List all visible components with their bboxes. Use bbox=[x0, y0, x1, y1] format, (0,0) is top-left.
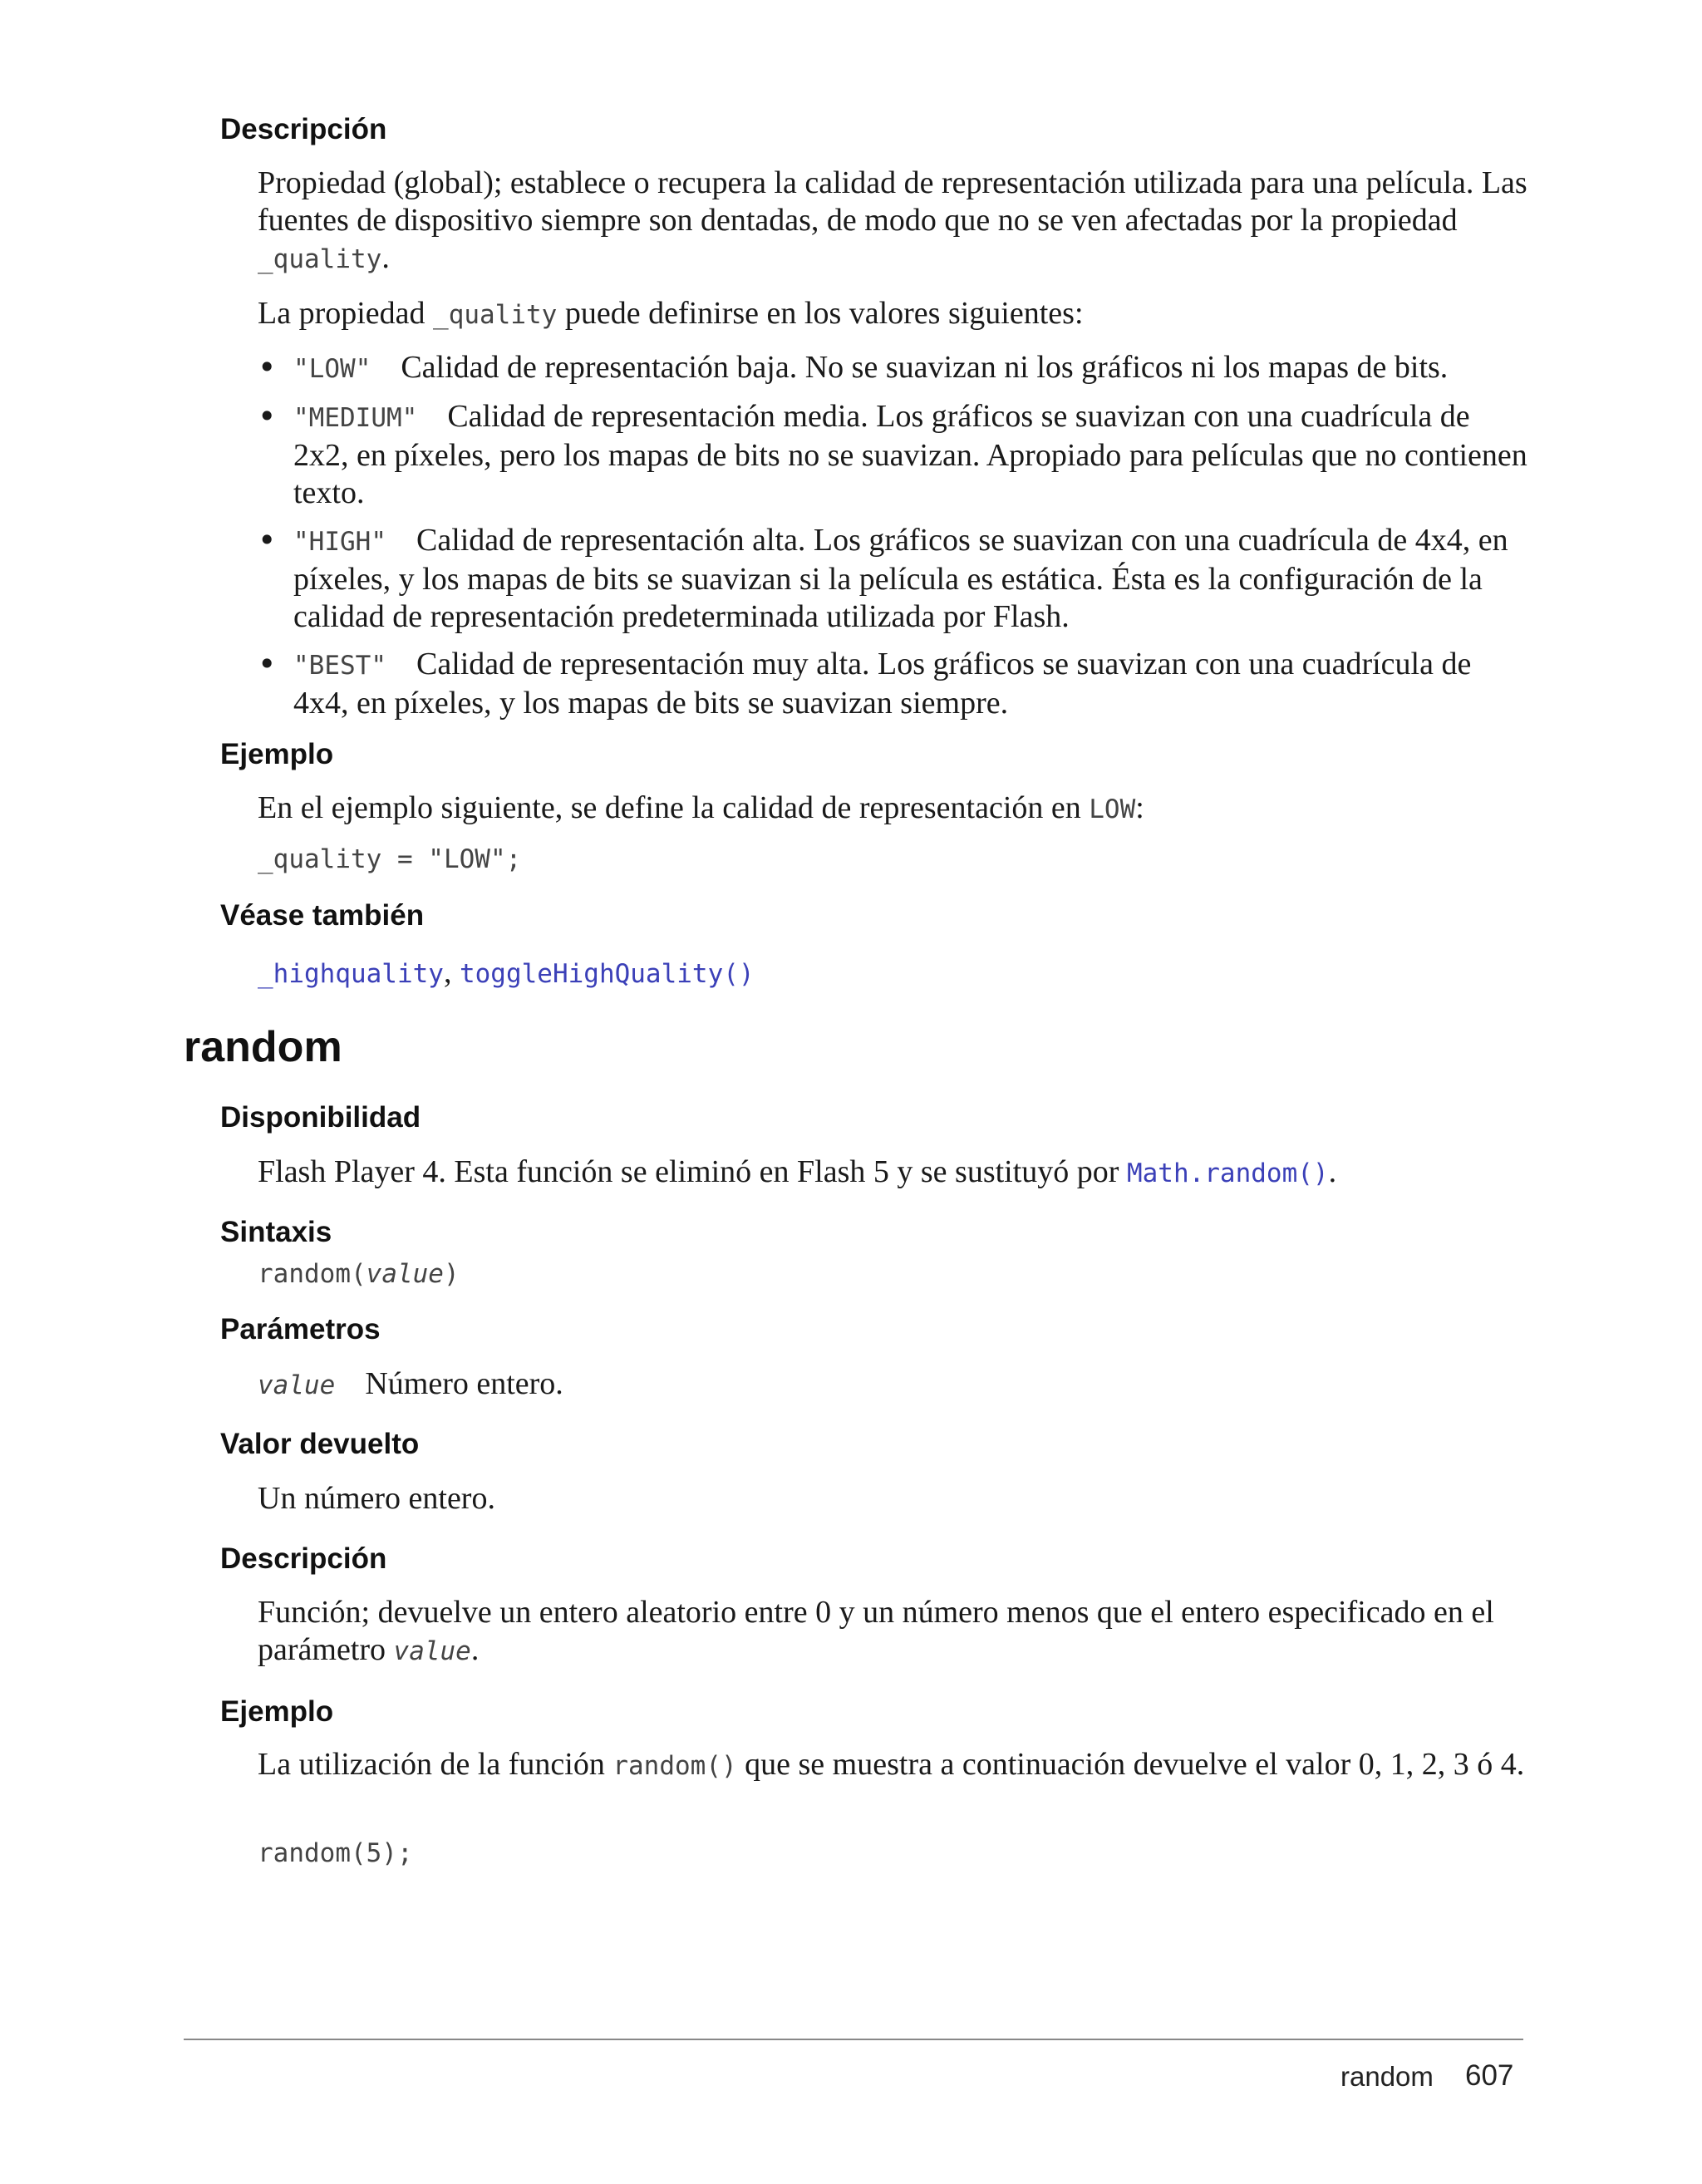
random-example-paragraph: La utilización de la función random() que se muestra a continuación devuelve el valor 0, 1, 2, 3 ó 4. bbox=[258, 1747, 1525, 1782]
random-example-heading: Ejemplo bbox=[220, 1695, 334, 1728]
quality-values-list bbox=[258, 349, 1529, 732]
footer-section-label: random bbox=[1340, 2061, 1434, 2092]
quality-example-code: _quality = "LOW"; bbox=[258, 844, 522, 874]
see-also-links: _highquality, toggleHighQuality() bbox=[258, 955, 755, 990]
value-text: Calidad de representación baja. No se suavizan ni los gráficos ni los mapas de bits. bbox=[401, 350, 1449, 385]
random-syntax-code: random(value) bbox=[258, 1259, 460, 1289]
link-math-random[interactable]: Math.random() bbox=[1126, 1158, 1329, 1188]
random-availability-heading: Disponibilidad bbox=[220, 1101, 421, 1134]
quality-description-paragraph-2: La propiedad _quality puede definirse en los valores siguientes: bbox=[258, 296, 1084, 331]
random-returns-heading: Valor devuelto bbox=[220, 1428, 420, 1460]
quality-example-paragraph: En el ejemplo siguiente, se define la calidad de representación en LOW: bbox=[258, 790, 1144, 825]
random-syntax-heading: Sintaxis bbox=[220, 1216, 332, 1248]
inline-code: _quality bbox=[258, 244, 382, 274]
value-code: "LOW" bbox=[293, 354, 371, 384]
bullet-icon: • bbox=[258, 349, 277, 386]
syntax-param: value bbox=[366, 1259, 444, 1289]
list-item bbox=[258, 349, 1529, 388]
bullet-icon: • bbox=[258, 646, 277, 682]
list-item bbox=[258, 398, 1529, 512]
random-availability-paragraph: Flash Player 4. Esta función se eliminó en Flash 5 y se sustituyó por Math.random(). bbox=[258, 1154, 1337, 1189]
param-description: Número entero. bbox=[365, 1366, 563, 1401]
random-example-code: random(5); bbox=[258, 1838, 413, 1868]
value-text: Calidad de representación muy alta. Los gráficos se suavizan con una cuadrícula de 4x4, en píxeles, y los mapas de bits se suavizan siempre. bbox=[293, 647, 1472, 721]
value-code: "BEST" bbox=[293, 651, 386, 681]
inline-code: random() bbox=[612, 1751, 737, 1781]
param-name: value bbox=[258, 1370, 336, 1400]
link-highquality[interactable]: _highquality bbox=[258, 959, 444, 989]
inline-code: _quality bbox=[433, 300, 558, 330]
quality-description-paragraph-1: Propiedad (global); establece o recupera la calidad de representación utilizada para una película. Las fuentes de dispositivo siempre son dentadas, de modo que no se ven afectadas por la propiedad _quality. bbox=[258, 165, 1527, 275]
bullet-icon: • bbox=[258, 398, 277, 435]
page-number: 607 bbox=[1465, 2059, 1514, 2092]
value-text: Calidad de representación media. Los gráficos se suavizan con una cuadrícula de 2x2, en píxeles, pero los mapas de bits no se suavizan. Apropiado para películas que no contienen texto. bbox=[293, 399, 1527, 510]
random-section-title: random bbox=[184, 1023, 342, 1071]
link-togglehighquality[interactable]: toggleHighQuality() bbox=[459, 959, 755, 989]
random-parameter-row bbox=[258, 1365, 1529, 1404]
inline-code: LOW bbox=[1089, 794, 1136, 824]
list-item bbox=[258, 646, 1529, 722]
bullet-icon: • bbox=[258, 522, 277, 558]
random-returns-paragraph: Un número entero. bbox=[258, 1481, 495, 1516]
list-item bbox=[258, 522, 1529, 636]
quality-description-heading: Descripción bbox=[220, 113, 387, 145]
quality-example-heading: Ejemplo bbox=[220, 738, 334, 770]
value-code: "HIGH" bbox=[293, 527, 386, 557]
see-also-heading: Véase también bbox=[220, 899, 425, 932]
random-description-paragraph: Función; devuelve un entero aleatorio entre 0 y un número menos que el entero especificado en el parámetro value. bbox=[258, 1595, 1494, 1667]
footer-divider bbox=[184, 2039, 1523, 2040]
random-parameters-heading: Parámetros bbox=[220, 1313, 381, 1345]
value-text: Calidad de representación alta. Los gráficos se suavizan con una cuadrícula de 4x4, en píxeles, y los mapas de bits se suavizan si la película es estática. Ésta es la configuración de la calidad de representación predeterminada utilizada por Flash. bbox=[293, 523, 1508, 634]
value-code: "MEDIUM" bbox=[293, 403, 418, 433]
inline-code: value bbox=[393, 1636, 471, 1666]
random-description-heading: Descripción bbox=[220, 1542, 387, 1575]
